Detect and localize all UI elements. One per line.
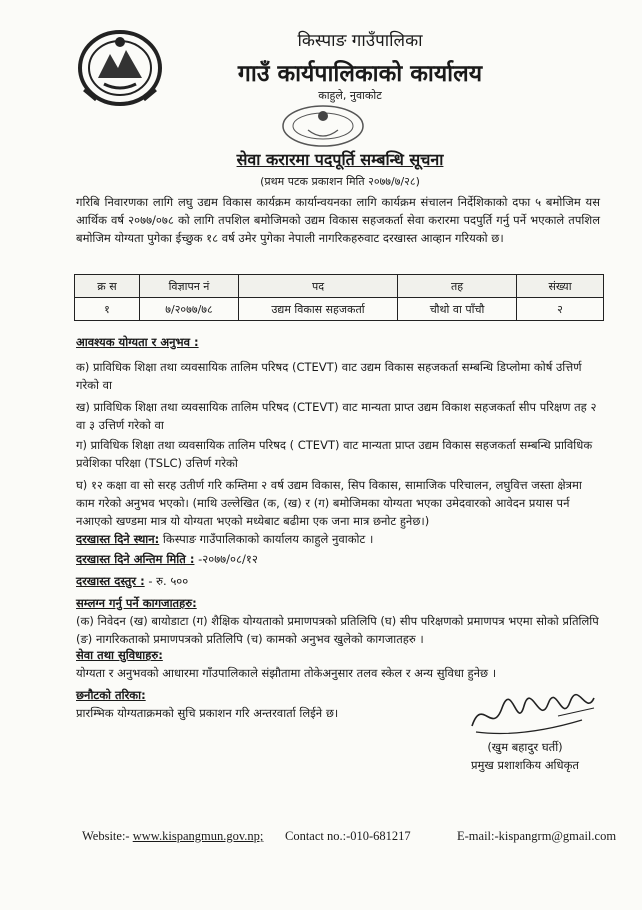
office-location: काहुले, नुवाकोट [318,89,382,102]
signatory-name: (खुम बहादुर घर्ती) [487,740,563,754]
office-stamp [268,100,378,152]
signature [462,686,602,746]
cell-level: चौथो वा पाँचौ [398,298,517,321]
documents-heading: सम्लग्न गर्नु पर्ने कागजातहरु: [76,596,197,610]
office-name: गाउँ कार्यपालिकाको कार्यालय [237,61,483,87]
col-count: संख्या [517,275,604,298]
cell-serial: १ [75,298,140,321]
application-fee [76,572,600,590]
qualification-item: ख) प्राविधिक शिक्षा तथा व्यवसायिक तालिम परिषद (CTEVT) वाट मान्यता प्राप्त उद्यम विकाश सहजकर्ता सीप परिक्षण तह २ वा ३ उत्तिर्ण गरेको वा [76,400,597,432]
government-emblem-icon [76,28,164,108]
selection-text: प्रारम्भिक योग्यताक्रमको सुचि प्रकाशन गरि अन्तरवार्ता लिईने छ। [76,706,339,720]
documents-text: (क) निवेदन (ख) बायोडाटा (ग) शैक्षिक योग्यताको प्रमाणपत्रको प्रतिलिपि (घ) सीप परिक्षणको प्रमाणपत्र भएमा सोको प्रतिलिपि (ङ) नागरिकताको प्रमाणपत्रको प्रतिलिपि (च) कामको अनुभव खुलेको कागजातहरु । [76,614,599,646]
fee-value: - रु. ५०० [148,574,189,588]
benefits-text: योग्यता र अनुभवको आधारमा गाँउपालिकाले संझौतामा तोकेअनुसार तलव स्केल र अन्य सुविधा हुनेछ । [76,666,497,680]
table-row [75,298,604,321]
footer-email[interactable]: E-mail:-kispangrm@gmail.com [457,829,617,843]
vacancy-table [74,274,604,321]
qualifications-heading: आवश्यक योग्यता र अनुभव : [76,335,199,349]
website-label: Website:- [82,829,130,843]
col-level: तह [398,275,517,298]
selection-heading: छनौटको तरिका: [76,688,146,702]
application-deadline [76,550,600,568]
cell-post: उद्यम विकास सहजकर्ता [239,298,398,321]
footer-website [82,829,263,844]
col-ad-number: विज्ञापन नं [140,275,239,298]
col-post: पद [239,275,398,298]
notice-title: सेवा करारमा पदपूर्ति सम्बन्धि सूचना [236,150,444,169]
signatory-designation: प्रमुख प्रशाशकिय अधिकृत [470,758,579,772]
cell-ad-number: ७/२०७७/७८ [140,298,239,321]
municipality-name: किस्पाङ गाउँपालिका [297,31,423,51]
notice-subtitle: (प्रथम पटक प्रकाशन मिति २०७७/७/२८) [260,175,420,188]
place-label: दरखास्त दिने स्थान: [76,532,160,546]
qualification-item: घ) १२ कक्षा वा सो सरह उतीर्ण गरि कम्तिमा २ वर्ष उद्यम विकास, सिप विकास, सामाजिक परिचालन, लघुवित्त जस्ता क्षेत्रमा काम गरेको अनुभव भएको। (माथि उल्लेखित (क, (ख) र (ग) बमोजिमका योग्यता भएका उमेदवारको आवेदन प्रयास पर्न नआएको खण्डमा मात्र यो योग्यता भएको मध्येबाट बढीमा एक जना मात्र छनोट हुनेछ।) [76,478,582,528]
notice-intro: गरिबि निवारणका लागि लघु उद्यम विकास कार्यक्रम कार्यान्वयनका लागि कार्यक्रम संचालन निर्देशिकाको दफा ५ बमोजिम यस आर्थिक वर्ष २०७७/०७८ को लागि तपशिल बमोजिमको उद्यम विकास सहजकर्ता सेवा करारमा पदपुर्ति गर्नु पर्ने भएकाले तपशिल बमोजिम योग्यता पुगेका ईच्छुक १८ वर्ष उमेर पुगेका नेपाली नागरिकहरुवाट दरखास्त आव्हान गरियको छ। [76,195,600,245]
application-place [76,530,600,548]
fee-label: दरखास्त दस्तुर : [76,574,145,588]
place-value: किस्पाङ गाउँपालिकाको कार्यालय काहुले नुवाकोट । [162,532,374,546]
cell-count: २ [517,298,604,321]
qualification-item: क) प्राविधिक शिक्षा तथा व्यवसायिक तालिम परिषद (CTEVT) वाट उद्यम विकास सहजकर्ता सम्बन्धि डिप्लोमा कोर्ष उत्तिर्ण गरेको वा [76,360,582,392]
col-serial: क्र स [75,275,140,298]
qualification-item: ग) प्राविधिक शिक्षा तथा व्यवसायिक तालिम परिषद ( CTEVT) वाट मान्यता प्राप्त उद्यम विकास सहजकर्ता सम्बन्धि प्राविधिक प्रवेशिका परिक्षा (TSLC) उत्तिर्ण गरेको [76,438,593,470]
benefits-heading: सेवा तथा सुविधाहरु: [76,648,163,662]
deadline-label: दरखास्त दिने अन्तिम मिति : [76,552,195,566]
deadline-value: -२०७७/०८/१२ [198,552,258,566]
website-link[interactable]: www.kispangmun.gov.np; [132,829,264,843]
footer-contact: Contact no.:-010-681217 [285,829,411,843]
table-header-row [75,275,604,298]
